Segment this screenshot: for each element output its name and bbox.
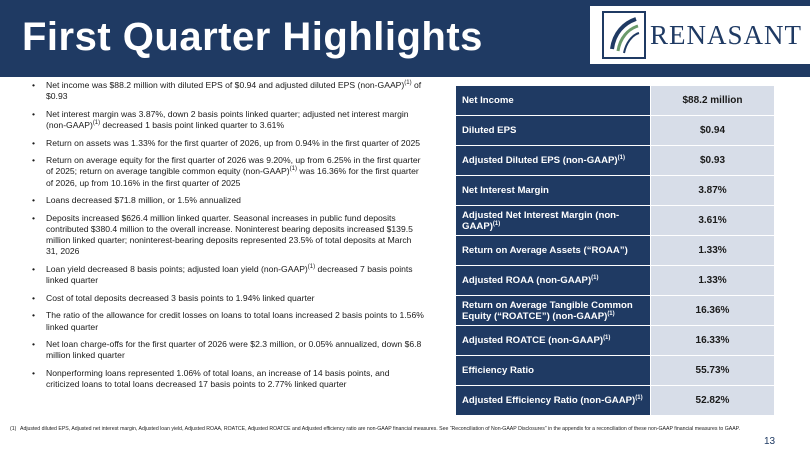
bullet-text: Return on assets was 1.33% for the first quarter of 2026, up from 0.94% in the first quarter of 2025 xyxy=(46,137,421,148)
bullet-text: Net income was $88.2 million with diluted EPS of $0.94 and adjusted diluted EPS (non-GAAP) xyxy=(46,80,405,90)
metric-label xyxy=(456,86,651,116)
bullet-text: Return on average equity for the first quarter of 2026 was 9.20%, up from 6.25% in the first quarter of 2025; return on average tangible common equity (non-GAAP) xyxy=(46,155,421,177)
bullet-text: decreased 7 basis points linked quarter xyxy=(46,263,413,286)
footnote xyxy=(10,426,740,433)
metric-row xyxy=(456,116,775,146)
metric-label xyxy=(456,206,651,236)
metric-row xyxy=(456,356,775,386)
bullet-text: Net loan charge-offs for the first quarter of 2026 were $2.3 million, or 0.05% annualized, down $6.8 million linked quarter xyxy=(46,339,422,361)
metric-label xyxy=(456,296,651,326)
metric-label xyxy=(456,116,651,146)
metric-label-text: Efficiency Ratio xyxy=(462,365,534,376)
metric-row xyxy=(456,86,775,116)
metric-label-text: Diluted EPS xyxy=(462,125,517,136)
bullet-item xyxy=(30,80,425,102)
bullet-item xyxy=(30,155,425,189)
metric-row xyxy=(456,266,775,296)
page-number: 13 xyxy=(764,436,776,447)
bullet-text: Net interest margin was 3.87%, down 2 basis points linked quarter; adjusted net interest margin (non-GAAP) xyxy=(46,108,409,130)
metric-label-text: Net Interest Margin xyxy=(462,185,549,196)
footnote-ref: (1) xyxy=(404,80,412,87)
highlights-list xyxy=(30,80,425,397)
metric-label-text: Net Income xyxy=(462,95,514,106)
footnote-ref: (1) xyxy=(607,310,615,317)
bullet-text: was 16.36% for the first quarter of 2026, up from 10.16% in the first quarter of 2025 xyxy=(46,166,419,188)
bullet-item xyxy=(30,339,425,361)
bullet-item xyxy=(30,109,425,131)
bullet-text: Loans decreased $71.8 million, or 1.5% annualized xyxy=(46,195,241,206)
bullet-item xyxy=(30,264,425,286)
metric-label-text: Adjusted Net Interest Margin (non-GAAP) xyxy=(462,209,620,232)
bullet-item xyxy=(30,213,425,258)
logo-wordmark: RENASANT xyxy=(650,20,803,50)
footnote-ref: (1) xyxy=(591,274,599,281)
metric-value: 1.33% xyxy=(651,236,775,266)
metric-value: 55.73% xyxy=(651,356,775,386)
metric-label-text: Adjusted ROAA (non-GAAP) xyxy=(462,275,592,286)
footnote-marker: (1) xyxy=(10,426,17,432)
bullet-item xyxy=(30,310,425,332)
metric-label-text: Return on Average Tangible Common Equity (“ROATCE”) (non-GAAP) xyxy=(462,299,633,322)
metric-label xyxy=(456,266,651,296)
bullet-list xyxy=(30,80,425,390)
metric-value: 1.33% xyxy=(651,266,775,296)
metrics-table xyxy=(455,85,775,416)
metric-value: $0.93 xyxy=(651,146,775,176)
metric-label xyxy=(456,326,651,356)
footnote-ref: (1) xyxy=(617,154,625,161)
metric-value: 16.36% xyxy=(651,296,775,326)
metric-label xyxy=(456,356,651,386)
bullet-item xyxy=(30,368,425,390)
metric-label-text: Adjusted ROATCE (non-GAAP) xyxy=(462,335,604,346)
footnote-ref: (1) xyxy=(289,166,297,173)
metric-row xyxy=(456,146,775,176)
bullet-item xyxy=(30,195,425,206)
metric-value: 16.33% xyxy=(651,326,775,356)
metric-label xyxy=(456,146,651,176)
metric-label-text: Adjusted Efficiency Ratio (non-GAAP) xyxy=(462,395,636,406)
metric-row xyxy=(456,176,775,206)
metric-row xyxy=(456,326,775,356)
metric-value: $0.94 xyxy=(651,116,775,146)
footnote-ref: (1) xyxy=(603,334,611,341)
page-title: First Quarter Highlights xyxy=(22,15,483,59)
bullet-text: decreased 1 basis point linked quarter to 3.61% xyxy=(100,120,285,130)
footnote-ref: (1) xyxy=(307,264,316,271)
metric-label xyxy=(456,176,651,206)
metric-label xyxy=(456,236,651,266)
metric-row xyxy=(456,386,775,416)
bullet-text: Cost of total deposits decreased 3 basis points to 1.94% linked quarter xyxy=(46,292,315,303)
metric-row xyxy=(456,206,775,236)
bullet-item xyxy=(30,293,425,304)
metric-value: 3.61% xyxy=(651,206,775,236)
footnote-ref: (1) xyxy=(492,220,501,227)
bullet-text: Deposits increased $626.4 million linked quarter. Seasonal increases in public fund deposits contributed $380.4 million to the overall increase. Noninterest bearing deposits increased $139.5 million linked quarter; noninterest-bearing deposits represented 23.5% of total deposits at March 31, 2026 xyxy=(46,212,413,257)
bullet-text: Loan yield decreased 8 basis points; adjusted loan yield (non-GAAP) xyxy=(46,263,308,274)
metric-row xyxy=(456,236,775,266)
logo xyxy=(590,6,810,64)
bullet-text: The ratio of the allowance for credit losses on loans to total loans increased 2 basis points to 1.56% linked quarter xyxy=(46,310,424,332)
metric-label xyxy=(456,386,651,416)
metric-value: $88.2 million xyxy=(651,86,775,116)
metric-row xyxy=(456,296,775,326)
footnote-ref: (1) xyxy=(635,394,643,401)
metric-label-text: Return on Average Assets (“ROAA”) xyxy=(462,245,628,256)
footnote-text: Adjusted diluted EPS, Adjusted net interest margin, Adjusted loan yield, Adjusted ROAA, ROATCE, Adjusted ROATCE and Adjusted efficiency ratio are non-GAAP financial measures. See “Reconciliation of Non-GAAP Disclosures” in the appendix for a reconciliation of these non-GAAP financial measures to GAAP. xyxy=(20,426,740,432)
bullet-text: Nonperforming loans represented 1.06% of total loans, an increase of 14 basis points, and criticized loans to total loans decreased 17 basis points to 2.77% linked quarter xyxy=(46,367,390,390)
bullet-text: of $0.93 xyxy=(46,80,422,102)
metric-label-text: Adjusted Diluted EPS (non-GAAP) xyxy=(462,155,618,166)
bullet-item xyxy=(30,138,425,149)
metric-value: 52.82% xyxy=(651,386,775,416)
renasant-logo-icon xyxy=(602,11,646,59)
metric-value: 3.87% xyxy=(651,176,775,206)
footnote-ref: (1) xyxy=(92,120,101,127)
